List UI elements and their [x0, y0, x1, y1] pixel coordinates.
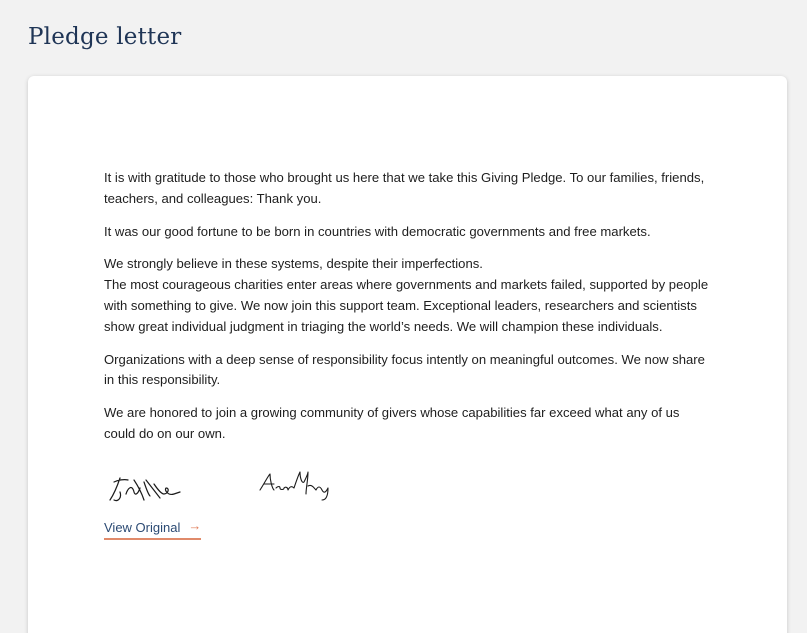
letter-paragraph — [104, 254, 714, 337]
letter-line: The most courageous charities enter areas where governments and markets failed, supported by people with something to give. We now join this support team. Exceptional leaders, researchers and scientists show great individual judgment in triaging the world’s needs. We will champion these individuals. — [104, 277, 709, 334]
letter-paragraph: It is with gratitude to those who brought us here that we take this Giving Pledge. To our families, friends, teachers, and colleagues: Thank you. — [104, 170, 705, 206]
view-original-link[interactable] — [104, 520, 201, 540]
letter-line: We strongly believe in these systems, despite their imperfections. — [104, 256, 483, 272]
letter-paragraph: We are honored to join a growing community of givers whose capabilities far exceed what any of us could do on our own. — [104, 405, 680, 441]
signatures — [104, 468, 364, 508]
page-title: Pledge letter — [28, 24, 182, 50]
letter-paragraph: It was our good fortune to be born in countries with democratic governments and free markets. — [104, 223, 651, 239]
signature-image — [256, 468, 336, 504]
pledge-letter-card — [28, 76, 787, 633]
view-original-label: View Original — [104, 520, 181, 535]
letter-body — [104, 168, 714, 457]
signature-image — [104, 472, 184, 506]
letter-paragraph: Organizations with a deep sense of responsibility focus intently on meaningful outcomes. We now share in this responsibility. — [104, 351, 705, 388]
arrow-right-icon: → — [188, 518, 202, 533]
